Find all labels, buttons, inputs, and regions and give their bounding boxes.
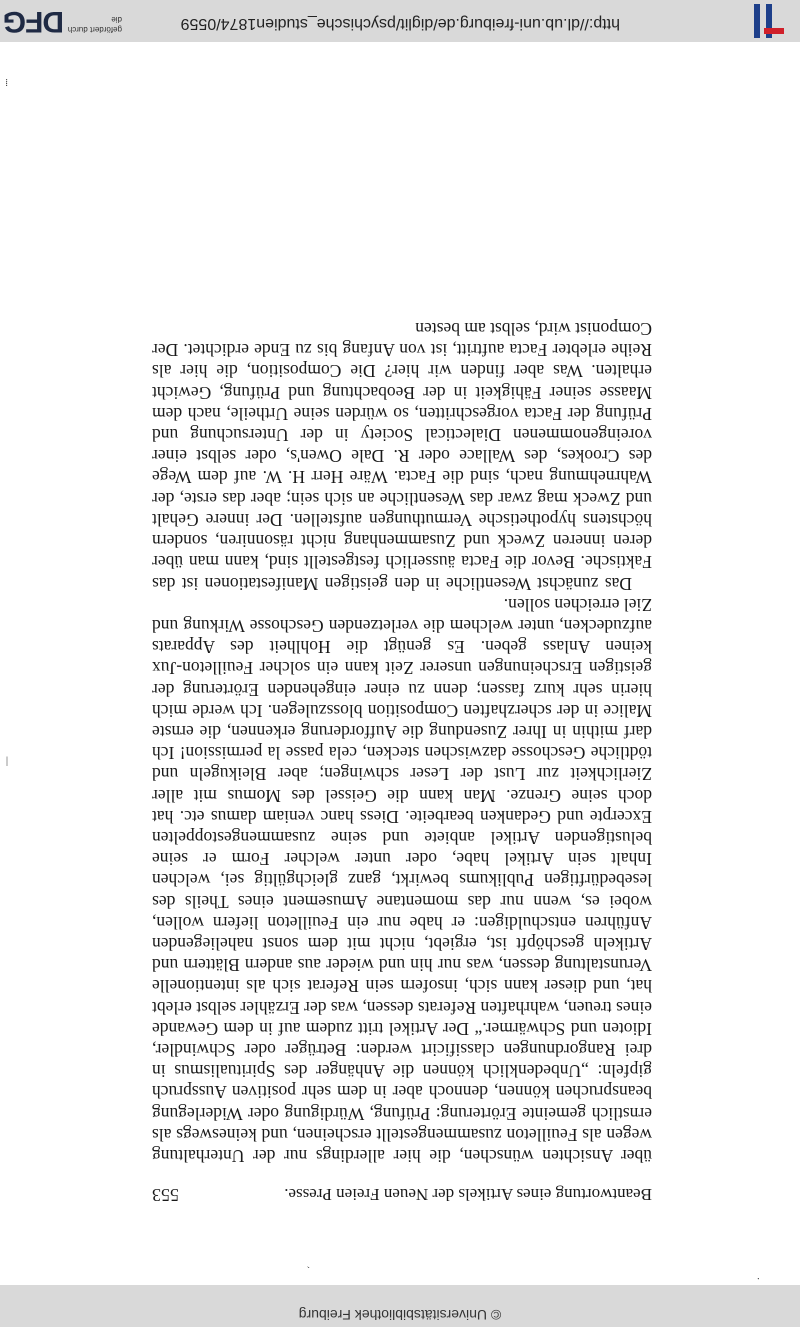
copyright-bar (0, 1285, 800, 1327)
dfg-logo-text: DFG (3, 5, 64, 38)
url-bar (0, 0, 800, 42)
body-text (152, 318, 652, 1166)
book-page (152, 318, 652, 1205)
scan-speck: ˏ (306, 1266, 310, 1277)
running-head (152, 1184, 652, 1205)
freiburg-flag-icon (746, 4, 790, 38)
running-head-title: Beantwortung eines Artikels der Neuen Freien Presse. (284, 1185, 652, 1204)
scan-speck: · (756, 1272, 760, 1283)
dfg-caption: gefördert durch die (67, 15, 122, 34)
dfg-logo (3, 4, 122, 38)
document-url[interactable]: http://dl.ub.uni-freiburg.de/diglit/psychische_studien1874/0559 (180, 15, 620, 32)
scan-speck: ⁞ (5, 76, 8, 87)
page-number: 553 (152, 1185, 179, 1205)
scan-speck: | (5, 756, 8, 767)
copyright-text: © Universitätsbibliothek Freiburg (298, 1307, 502, 1323)
paragraph-2: Das zunächst Wesentliche in den geistigen Manifestationen ist das Faktische. Bevor die Facta äusserlich festgestellt sind, kann man über deren inneren Zweck und Zusammenhang nicht räsonniren, sondern höchstens hypothetische Vermuthungen aufstellen. Der innere Gehalt und Zweck mag zwar das Wesentliche an sich sein; aber das erste, der Wahrnehmung nach, sind die Facta. Wäre Herr H. W. auf dem Wege des Crookes, des Wallace oder R. Dale Owen's, oder selbst einer voreingenommenen Dialectical Society in der Untersuchung und Prüfung der Facta vorgeschritten, so würden seine Urtheile, nach dem Maasse seiner Fähigkeit in der Beobachtung und Prüfung, Gewicht erhalten. Was aber finden wir hier? Die Composition, die hier als Reihe erlebter Facta auftritt, ist von Anfang bis zu Ende erdichtet. Der Componist wird, selbst am besten (152, 319, 652, 594)
paragraph-1: über Ansichten wünschen, die hier allerdings nur der Unterhaltung wegen als Feuilleton zusammengestellt erscheinen, und keineswegs als ernstlich gemeinte Erörterung: Prüfung, Würdigung oder Widerlegung beanspruchen können, dennoch aber in dem sehr positiven Ausspruch gipfeln: „Unbedenklich können die Anhänger des Spiritualismus in drei Rangordnungen classificirt werden: Betrüger oder Schwindler, Idioten und Schwärmer.“ Der Artikel tritt zudem auf in dem Gewande eines treuen, wahrhaften Referats dessen, was der Erzähler selbst erlebt hat, und dieser kann sich, insofern sein Referat sich als intentionelle Verunstaltung dessen, was nur hin und wieder aus andern Blättern und Artikeln geschöpft ist, ergiebt, nicht mit dem sonst naheliegenden Anführen entschuldigen: er habe nur ein Feuilleton liefern wollen, wobei es, wenn nur das momentane Amusement eines Theils des lesebedürftigen Publikums bewirkt, ganz gleichgültig sei, welchen Inhalt sein Artikel habe, oder unter welcher Form er seine belustigenden Artikel anbiete und seine zusammengestoppelten Excerpte und Gedanken bearbeite. Diess hanc veniam damus etc. hat doch seine Grenze. Man kann die Geissel des Momus mit aller Zierlichkeit zur Lust der Leser schwingen; aber Bleikugeln und tödtliche Geschosse dazwischen stecken, cela passe la permission! Ich darf mithin in Ihrer Zusendung die Aufforderung erkennen, die ernste Malice in der scherzhaften Composition blosszulegen. Ich werde mich hierin sehr kurz fassen; denn zu einer eingehenden Erörterung der geistigen Erscheinungen unserer Zeit kann ein solcher Feuilleton-Jux keinen Anlass geben. Es genügt die Hohlheit des Apparats aufzudecken, unter welchem die verletzenden Geschosse Wirkung und Ziel erreichen sollen. (152, 594, 652, 1166)
